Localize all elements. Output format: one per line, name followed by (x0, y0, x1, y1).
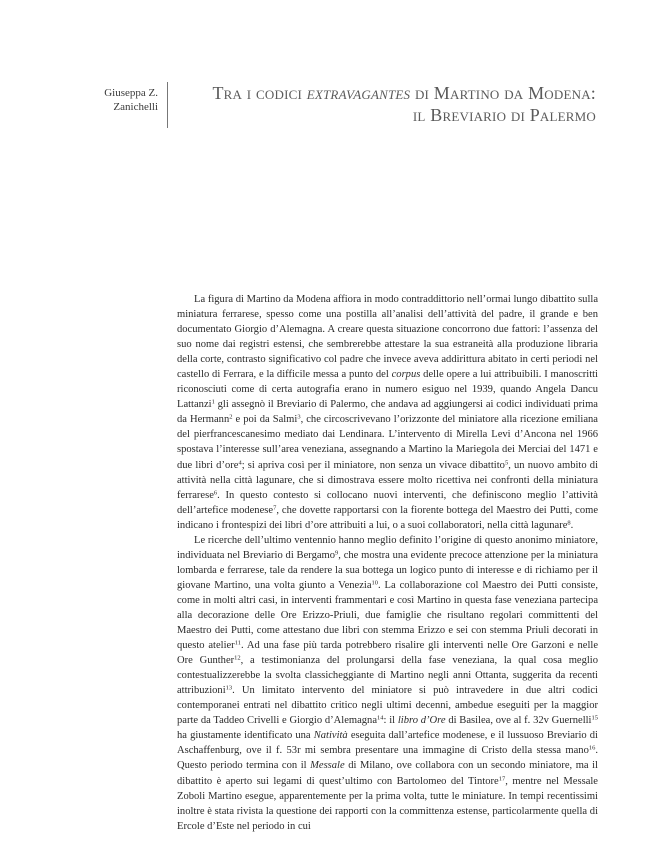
footnote-ref: 8 (567, 519, 571, 527)
title-line-1 (176, 82, 596, 104)
footnote-ref: 3 (297, 413, 301, 421)
footnote-ref: 17 (498, 775, 506, 782)
author-last-name: Zanichelli (113, 101, 158, 113)
footnote-ref: 16 (588, 744, 596, 752)
paragraph-2: Le ricerche dell’ultimo ventennio hanno meglio definito l’origine di questo anonimo miniatore, individuata nel Breviario di Bergamo$^9$, che mostra una evidente precoce attenzione per la miniatura lombarda e ferrarese, tale da rendere la sua bottega un logico punto di interesse e di richiamo per il giovane Martino, una volta giunto a Venezia$^{10}$. La collaborazione col Maestro dei Putti consiste, come in molti altri casi, in interventi frammentari e così Martino in questa fase veneziana partecipa alla decorazione delle Ore Erizzo-Priuli, due famiglie che risultano regolari committenti del Maestro dei Putti, come attestano due libri con stemma Erizzo e sei con stemma Priuli decorati in questo atelier$^{11}$. Ad una fase più tarda potrebbero risalire gli interventi nelle Ore Garzoni e nelle Ore Gunther$^{12}$, a testimonianza del prolungarsi della fase veneziana, la qual cosa meglio contestualizzerebbe la svolta classicheggiante di Martino negli anni Ottanta, suggerita da recenti attribuzioni$^{13}$. Un limitato intervento del miniatore si può intravedere in due altri codici contemporanei entrati nel dibattito critico negli ultimi decenni, ambedue eseguiti per la maggior parte da Taddeo Crivelli e Giorgio d’Alemagna$^{14}$: il libro d’Ore di Basilea, ove al f. 32v Guernelli$^{15}$ ha giustamente identificato una Natività eseguita dall’artefice modenese, e il lussuoso Breviario di Aschaffenburg, ove il f. 53r mi sembra presentare una immagine di Cristo della stessa mano$^{16}$. Questo periodo termina con il Messale di Milano, ove collabora con un secondo miniatore, ma il dibattito è aperto sui legami di quest’ultimo con Bartolomeo del Tintore$^{17}$, mentre nel Messale Zoboli Martino esegue, apparentemente per la prima volta, tutte le miniature. In tempi recentissimi inoltre è stata rivista la questione dei rapporti con la committenza estense, particolarmente quella di Ercole d’Este nel periodo in cui (177, 534, 598, 832)
author-name (96, 86, 158, 114)
author-first-name: Giuseppa Z. (104, 87, 158, 99)
footnote-ref: 11 (234, 639, 241, 647)
footnote-ref: 15 (591, 714, 598, 722)
article-body (177, 292, 598, 834)
footnote-ref: 9 (335, 549, 339, 557)
footnote-ref: 10 (371, 579, 379, 587)
paragraph-1: La figura di Martino da Modena affiora in modo contraddittorio nell’ormai lungo dibattito sulla miniatura ferrarese, spesso come una postilla all’analisi dell’attività del padre, il grande e ben documentato Giorgio d’Alemagna. A creare questa situazione concorrono due fattori: l’assenza del suo nome dai registri estensi, che sembrerebbe attestare la sua estraneità alla produzione libraria della corte, contrasto significativo col padre che invece aveva addirittura abitato in certi periodi nel castello di Ferrara, e la difficile messa a punto del corpus delle opere a lui attribuibili. I manoscritti riconosciuti come di certa autografia erano in numero esiguo nel 1939, quando Angela Dancu Lattanzi$^1$ gli assegnò il Breviario di Palermo, che andava ad aggiungersi ai codici individuati prima da Hermann$^2$ e poi da Salmi$^3$, che circoscrivevano l’orizzonte del miniatore alla ricezione emiliana del pierfrancescanesimo mediato dai Lendinara. L’intervento di Mirella Levi d’Ancona nel 1966 spostava l’interesse sull’area veneziana, assegnando a Martino la Mariegola dei Merciai del 1471 e due libri d’ore$^4$; si apriva così per il miniatore, non senza un vivace dibattito$^5$, un nuovo ambito di attività nella città lagunare, che si dimostrava essere molto ricettiva nei confronti della miniatura ferrarese$^6$. In questo contesto si collocano nuovi interventi, che definiscono meglio l’attività dell’artefice modenese$^7$, che dovette rapportarsi con la fiorente bottega del Maestro dei Putti, come indicano i frontespizi dei libri d’ore attribuiti a lui, o a suoi collaboratori, nella città lagunare$^8$. (177, 294, 599, 531)
footnote-ref: 4 (238, 459, 242, 467)
footnote-ref: 13 (225, 684, 233, 692)
footnote-ref: 6 (213, 489, 218, 497)
footnote-ref: 7 (273, 504, 277, 512)
footnote-ref: 2 (229, 413, 233, 421)
footnote-ref: 1 (211, 398, 215, 406)
title-italic-text: extravagantes (306, 83, 411, 103)
footnote-ref: 14 (377, 714, 384, 722)
title-text: Tra i codici (212, 83, 307, 103)
footnote-ref: 12 (234, 654, 241, 662)
article-title (176, 82, 596, 126)
footnote-ref: 5 (504, 459, 509, 467)
header-divider (167, 82, 168, 128)
title-line-2: il Breviario di Palermo (412, 105, 596, 125)
title-text: di Martino da Modena: (410, 83, 596, 103)
